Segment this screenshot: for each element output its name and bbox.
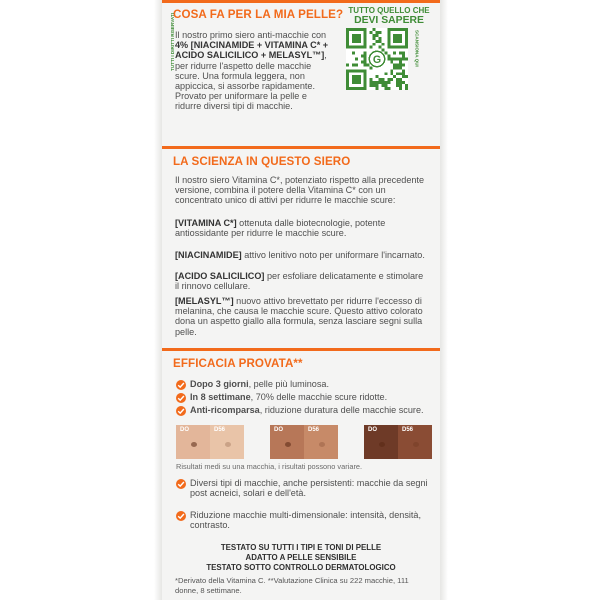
ingredient-salicylic-acid: [ACIDO SALICILICO] per esfoliare delicatamente e stimolare il rinnovo cellulare.: [175, 271, 424, 292]
panel-right-shadow: [440, 0, 448, 600]
skin-spot: [191, 442, 197, 447]
skin-spot: [285, 442, 291, 447]
check-icon: [175, 510, 187, 522]
skin-spot: [319, 442, 325, 447]
product-info-panel: COSA FA PER LA MIA PELLE? Il nostro primo siero anti-macchie con 4% [NIACINAMIDE + VITAMINA C* + ACIDO SALICILICO + MELASYL™], per ridurre l'aspetto delle macchie scure. Una formula leggera, non appiccica, si assorbe rapidamente. Provato per uniformare la pelle e ridurre diversi tipi di macchie. TUTTO QUELLO CHE DEVI SAPERE G TUTTI I DIRITTI RISERVATI SCANSIONA QUI LA SCIENZA IN QUESTO SIERO Il nostro siero Vitamina C*, potenziato rispetto alla precedente versione, combina il potere della Vitamina C* con un concentrato unico di attivi per ridurre le macchie scure: [VITAMINA C*] ottenuta dalle biotecnologie, potente antiossidante per ridurre le macchie scure. [NIACINAMIDE] attivo lenitivo noto per uniformare l'incarnato. [ACIDO SALICILICO] per esfoliare delicatamente e stimolare il rinnovo cellulare. [MELASYL™] nuovo attivo brevettato per ridurre l'eccesso di melanina, che causa le macchie scure. Questo attivo colorato dona un aspetto giallo alla formula, senza lasciare segni sulla pelle. EFFICACIA PROVATA** Dopo 3 giorni, pelle più luminosa. In 8 settimane, 70% delle macchie scure ridotte. Anti-ricomparsa, riduzione duratura delle macchie scure. DO D56 DO D56 DO D56 Risultati medi su una macchia, i risultati possono variare. Diversi tipi di macchie, anche persistenti: macchie da segni post acneici, solari e dell'età. Riduzione macchie multi-dimensionale: intensità, densità, contrasto. TESTATO SU TUTTI I TIPI E TONI DI PELLE ADATTO A PELLE SENSIBILE TESTATO SOTTO CONTROLLO DERMATOLOGICO *Derivato della Vitamina C. **Valutazione Clinica su 222 macchie, 111 donne, 8 settimane.: [162, 0, 440, 600]
top-orange-rule: [162, 0, 440, 3]
tested-claim-1: TESTATO SU TUTTI I TIPI E TONI DI PELLE: [220, 543, 382, 552]
swatch-before-dark: DO: [364, 425, 398, 459]
section-heading-science: LA SCIENZA IN QUESTO SIERO: [173, 155, 351, 168]
section-heading-benefits: COSA FA PER LA MIA PELLE?: [173, 8, 344, 21]
skin-spot: [225, 442, 231, 447]
qr-side-text-left: TUTTI I DIRITTI RISERVATI: [170, 13, 175, 71]
check-icon: [175, 405, 187, 417]
skin-spot: [379, 442, 385, 447]
check-icon: [175, 392, 187, 404]
ingredient-melasyl: [MELASYL™] nuovo attivo brevettato per ridurre l'eccesso di melanina, che causa le macchie scure. Questo attivo colorato dona un aspetto giallo alla formula, senza lasciare segni sulla pelle.: [175, 296, 423, 337]
divider-rule-1: [162, 146, 440, 149]
benefits-paragraph: Il nostro primo siero anti-macchie con 4% [NIACINAMIDE + VITAMINA C* + ACIDO SALICILICO + MELASYL™], per ridurre l'aspetto delle macchie scure. Una formula leggera, non appiccica, si assorbe rapidamente. Provato per uniformare la pelle e ridurre diversi tipi di macchie.: [175, 30, 329, 112]
qr-code[interactable]: [346, 28, 408, 90]
swatch-before-light: DO: [176, 425, 210, 459]
swatch-after-medium: D56: [304, 425, 338, 459]
check-icon: [175, 379, 187, 391]
svg-text:G: G: [372, 53, 382, 66]
ingredient-vitamin-c: [VITAMINA C*] ottenuta dalle biotecnologie, potente antiossidante per ridurre le macchie scure.: [175, 218, 386, 239]
swatch-after-dark: D56: [398, 425, 432, 459]
divider-rule-2: [162, 348, 440, 351]
footnote: *Derivato della Vitamina C. **Valutazione Clinica su 222 macchie, 111 donne, 8 settimane.: [175, 576, 409, 595]
tested-claim-3: TESTATO SOTTO CONTROLLO DERMATOLOGICO: [206, 563, 396, 572]
panel-left-shadow: [154, 0, 162, 600]
section-heading-efficacy: EFFICACIA PROVATA**: [173, 357, 303, 370]
check-icon: [175, 478, 187, 490]
swatch-before-medium: DO: [270, 425, 304, 459]
ingredient-niacinamide: [NIACINAMIDE] attivo lenitivo noto per uniformare l'incarnato.: [175, 250, 425, 260]
swatch-after-light: D56: [210, 425, 244, 459]
science-intro: Il nostro siero Vitamina C*, potenziato rispetto alla precedente versione, combina il potere della Vitamina C* con un concentrato unico di attivi per ridurre le macchie scure:: [175, 175, 425, 206]
tested-claim-2: ADATTO A PELLE SENSIBILE: [245, 553, 357, 562]
qr-title: TUTTO QUELLO CHE DEVI SAPERE: [348, 6, 430, 26]
skin-spot: [413, 442, 419, 447]
before-after-swatches: [176, 425, 434, 459]
results-caption: Risultati medi su una macchia, i risultati possono variare.: [176, 462, 363, 471]
qr-side-text-right: SCANSIONA QUI: [414, 30, 420, 67]
